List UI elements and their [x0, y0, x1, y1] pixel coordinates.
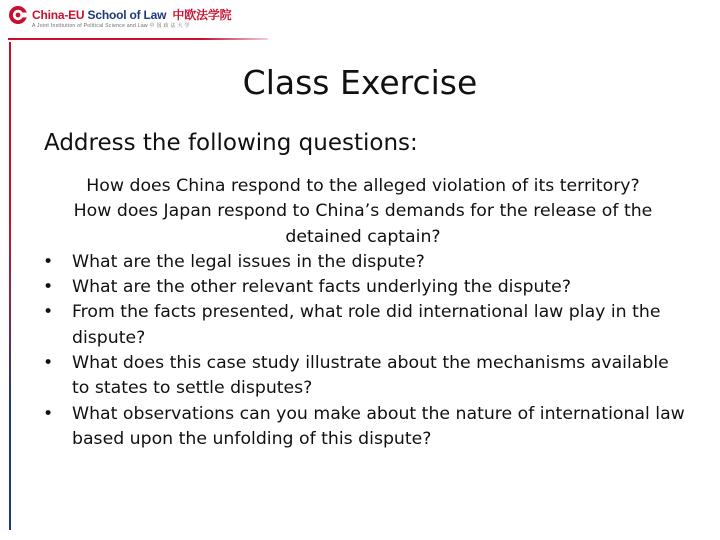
bullet-item-legal-issues: [40, 250, 686, 275]
logo-name: China-EU: [32, 8, 85, 22]
bullet-text: From the facts presented, what role did international law play in the dispute?: [72, 302, 661, 348]
slide-subheading: Address the following questions:: [44, 130, 418, 156]
logo-chinese-name: 中欧法学院: [172, 8, 232, 22]
logo-title: [32, 6, 231, 23]
bullet-icon: •: [43, 251, 54, 272]
side-accent-bar: [9, 42, 11, 530]
header-divider: [8, 38, 268, 40]
bullet-text: What does this case study illustrate about the mechanisms available to states to settle disputes?: [72, 353, 669, 399]
bullet-item-role-of-law: [40, 300, 686, 351]
bullet-text: What observations can you make about the nature of international law based upon the unfolding of this dispute?: [72, 403, 685, 449]
bullet-text: What are the other relevant facts underlying the dispute?: [72, 277, 571, 298]
bullet-item-observations: [40, 402, 686, 453]
question-china-response: How does China respond to the alleged violation of its territory?: [86, 176, 640, 196]
bullet-icon: •: [43, 403, 54, 424]
question-list: [40, 174, 686, 452]
bullet-item-mechanisms: [40, 351, 686, 402]
school-logo: [8, 5, 232, 35]
bullet-text: What are the legal issues in the dispute?: [72, 251, 425, 272]
question-japan-response: How does Japan respond to China’s demands for the release of the detained captain?: [73, 201, 653, 247]
logo-school: School of Law: [87, 8, 167, 22]
bullet-icon: •: [43, 353, 54, 374]
bullet-item-relevant-facts: [40, 275, 686, 300]
bullet-icon: •: [43, 277, 54, 298]
school-emblem-icon: [8, 5, 28, 25]
bullet-list: [40, 250, 686, 452]
logo-subtitle: A Joint Institution of Political Science and Law 中 国 政 法 大 学: [32, 23, 190, 29]
slide-title: Class Exercise: [242, 63, 478, 102]
bullet-icon: •: [43, 302, 54, 323]
